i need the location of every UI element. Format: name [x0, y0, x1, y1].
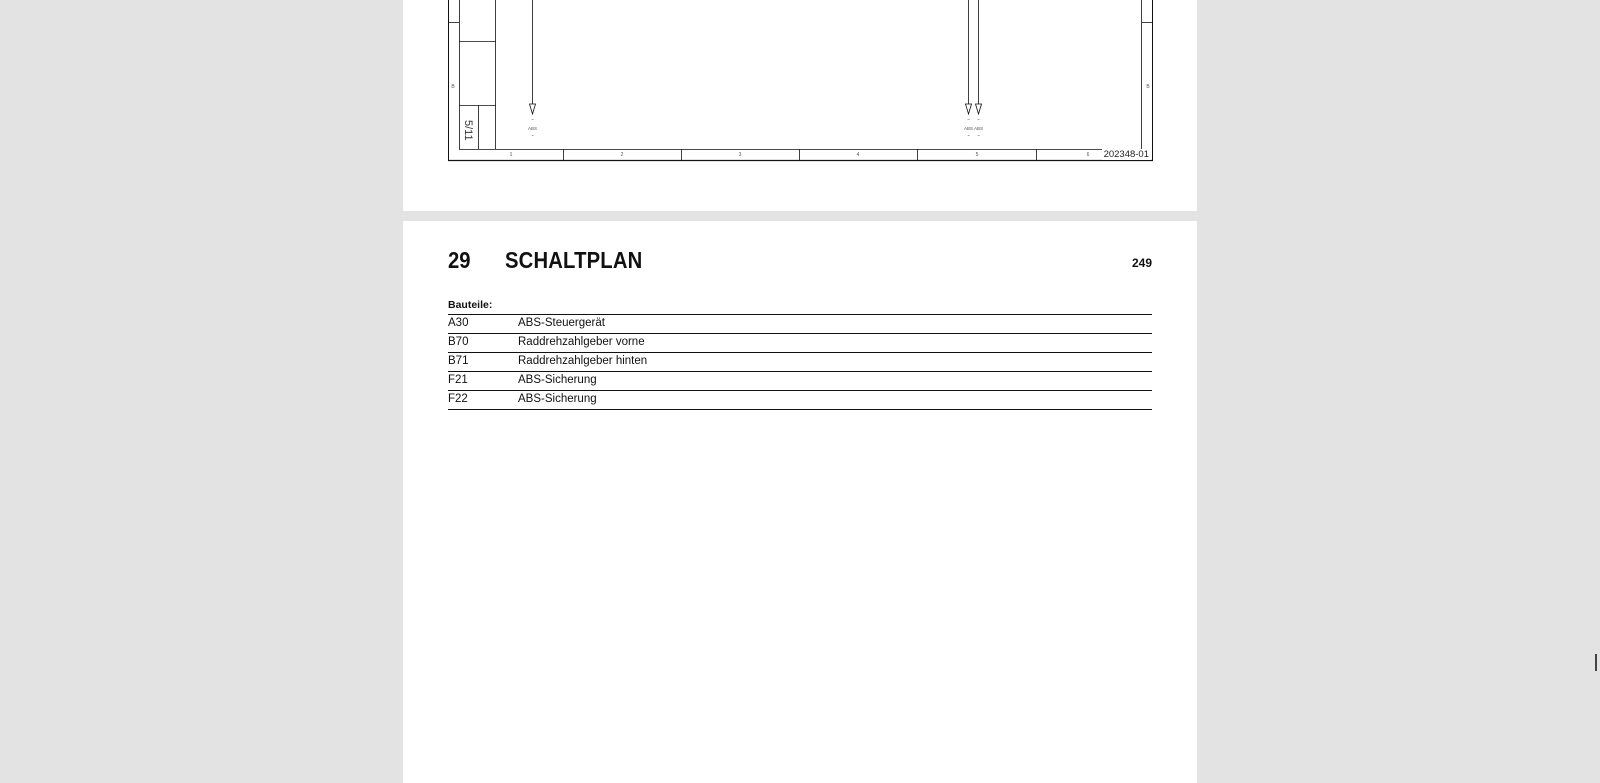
- document-page-current: [403, 221, 1197, 783]
- component-description: Raddrehzahlgeber hinten: [518, 355, 648, 367]
- svg-text:4: 4: [856, 152, 860, 158]
- component-row: [448, 372, 1152, 391]
- component-row: [448, 353, 1152, 372]
- components-heading: Bauteile:: [448, 298, 1152, 315]
- component-row: [448, 391, 1152, 410]
- wiring-diagram: [448, 0, 1153, 162]
- component-description: ABS-Sicherung: [518, 374, 597, 386]
- svg-text:~: ~: [977, 133, 980, 138]
- component-code: A30: [448, 317, 469, 329]
- chapter-number: 29: [448, 247, 471, 273]
- svg-text:~: ~: [977, 117, 980, 122]
- component-row: [448, 334, 1152, 353]
- svg-text:B: B: [451, 84, 455, 90]
- svg-text:6: 6: [1086, 152, 1090, 158]
- component-row: [448, 315, 1152, 334]
- drawing-id: 202348-01: [1103, 149, 1149, 160]
- svg-text:~: ~: [967, 133, 970, 138]
- svg-text:~: ~: [531, 133, 534, 138]
- document-page-previous: [403, 0, 1197, 211]
- svg-text:ABS: ABS: [973, 126, 984, 131]
- component-description: ABS-Steuergerät: [518, 317, 605, 329]
- svg-text:~: ~: [531, 117, 534, 122]
- components-table: [448, 298, 1152, 410]
- sheet-number: 5/11: [462, 120, 474, 141]
- svg-text:ABS: ABS: [527, 126, 538, 131]
- component-code: B71: [448, 355, 469, 367]
- component-code: F21: [448, 374, 468, 386]
- svg-text:5: 5: [975, 152, 979, 158]
- component-description: Raddrehzahlgeber vorne: [518, 336, 645, 348]
- svg-text:~: ~: [967, 117, 970, 122]
- svg-text:B: B: [1146, 84, 1150, 90]
- svg-text:ABS: ABS: [963, 126, 974, 131]
- component-code: B70: [448, 336, 469, 348]
- svg-text:1: 1: [509, 152, 513, 158]
- chapter-header: [448, 247, 1152, 277]
- page-number: 249: [1131, 256, 1152, 270]
- svg-text:3: 3: [738, 152, 742, 158]
- text-cursor: [1595, 654, 1597, 671]
- wiring-diagram-graphic: [448, 0, 1153, 162]
- component-code: F22: [448, 393, 468, 405]
- component-description: ABS-Sicherung: [518, 393, 597, 405]
- chapter-title: SCHALTPLAN: [505, 247, 643, 273]
- svg-text:2: 2: [620, 152, 624, 158]
